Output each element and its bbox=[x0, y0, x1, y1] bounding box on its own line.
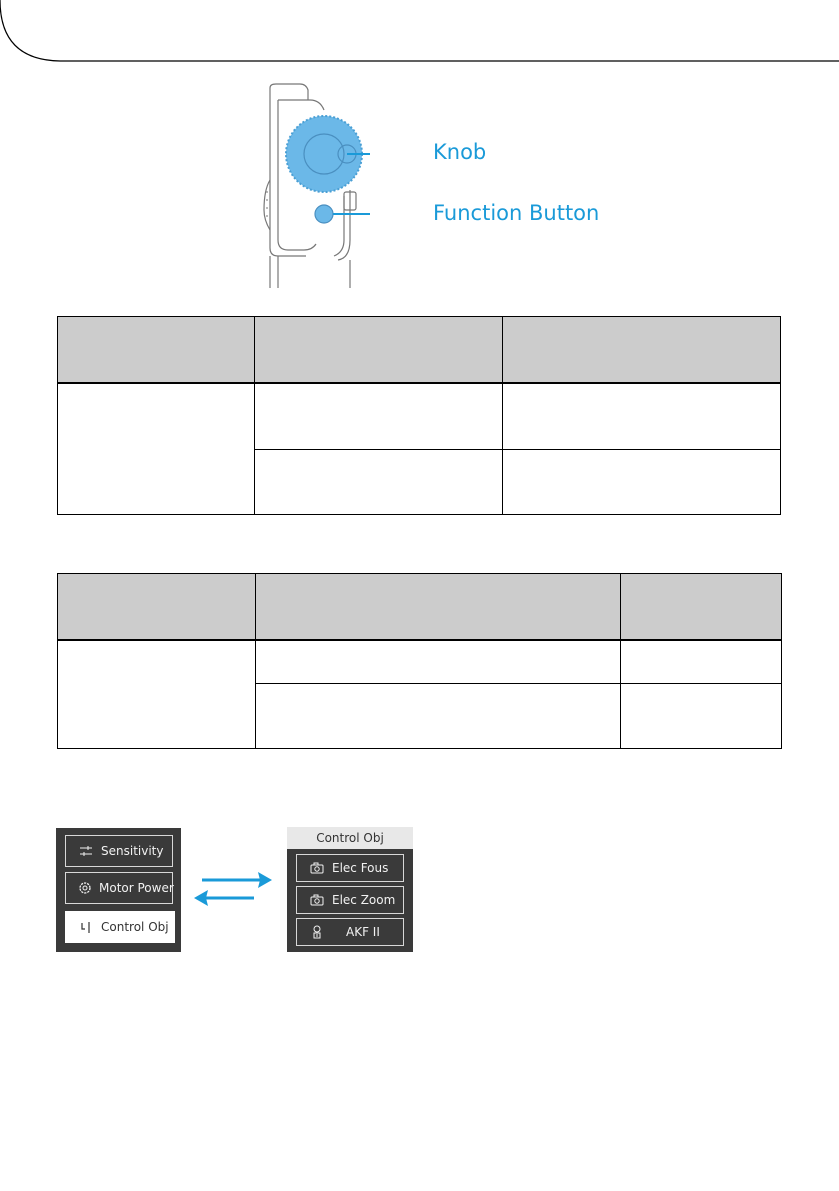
control-obj-icon bbox=[78, 920, 94, 934]
table-header-cell bbox=[254, 317, 502, 384]
submenu-item-elec-fous[interactable] bbox=[296, 854, 404, 882]
camera-icon bbox=[309, 861, 325, 875]
control-obj-submenu-screen bbox=[287, 827, 413, 952]
settings-menu-screen bbox=[56, 828, 181, 952]
gimbal-handle-illustration bbox=[260, 80, 370, 290]
table-header-cell bbox=[58, 574, 256, 641]
camera-icon bbox=[309, 893, 325, 907]
menu-item-label: Control Obj bbox=[101, 920, 169, 934]
table-cell bbox=[502, 383, 780, 450]
table-cell bbox=[620, 684, 781, 749]
operation-table-2 bbox=[57, 573, 782, 749]
swap-arrows-icon bbox=[192, 868, 274, 908]
menu-item-label: Motor Power bbox=[99, 881, 174, 895]
table-header-cell bbox=[255, 574, 620, 641]
submenu-item-label: AKF II bbox=[346, 925, 380, 939]
table-header-cell bbox=[502, 317, 780, 384]
function-button-graphic bbox=[315, 205, 333, 223]
submenu-item-akf-ii[interactable] bbox=[296, 918, 404, 946]
submenu-title: Control Obj bbox=[287, 827, 413, 849]
submenu-item-label: Elec Fous bbox=[332, 861, 389, 875]
submenu-item-elec-zoom[interactable] bbox=[296, 886, 404, 914]
table-cell bbox=[254, 383, 502, 450]
table-cell bbox=[502, 450, 780, 515]
page-corner-curve bbox=[0, 0, 839, 70]
table-cell bbox=[255, 640, 620, 684]
menu-item-label: Sensitivity bbox=[101, 844, 164, 858]
gear-icon bbox=[78, 881, 92, 895]
table-cell bbox=[58, 640, 256, 749]
operation-table-1 bbox=[57, 316, 781, 515]
table-cell bbox=[620, 640, 781, 684]
table-header-row bbox=[58, 574, 782, 641]
function-button-callout-label: Function Button bbox=[433, 201, 600, 225]
menu-item-control-obj[interactable] bbox=[65, 911, 175, 943]
table-cell bbox=[255, 684, 620, 749]
knob-callout-label: Knob bbox=[433, 140, 487, 164]
submenu-item-label: Elec Zoom bbox=[332, 893, 396, 907]
table-row bbox=[58, 640, 782, 684]
table-row bbox=[58, 383, 781, 450]
akf-icon bbox=[309, 925, 325, 939]
table-header-cell bbox=[58, 317, 255, 384]
menu-item-sensitivity[interactable] bbox=[65, 835, 173, 867]
table-cell bbox=[58, 383, 255, 515]
table-header-row bbox=[58, 317, 781, 384]
menu-item-motor-power[interactable] bbox=[65, 872, 173, 904]
table-cell bbox=[254, 450, 502, 515]
sliders-icon bbox=[78, 844, 94, 858]
table-header-cell bbox=[620, 574, 781, 641]
